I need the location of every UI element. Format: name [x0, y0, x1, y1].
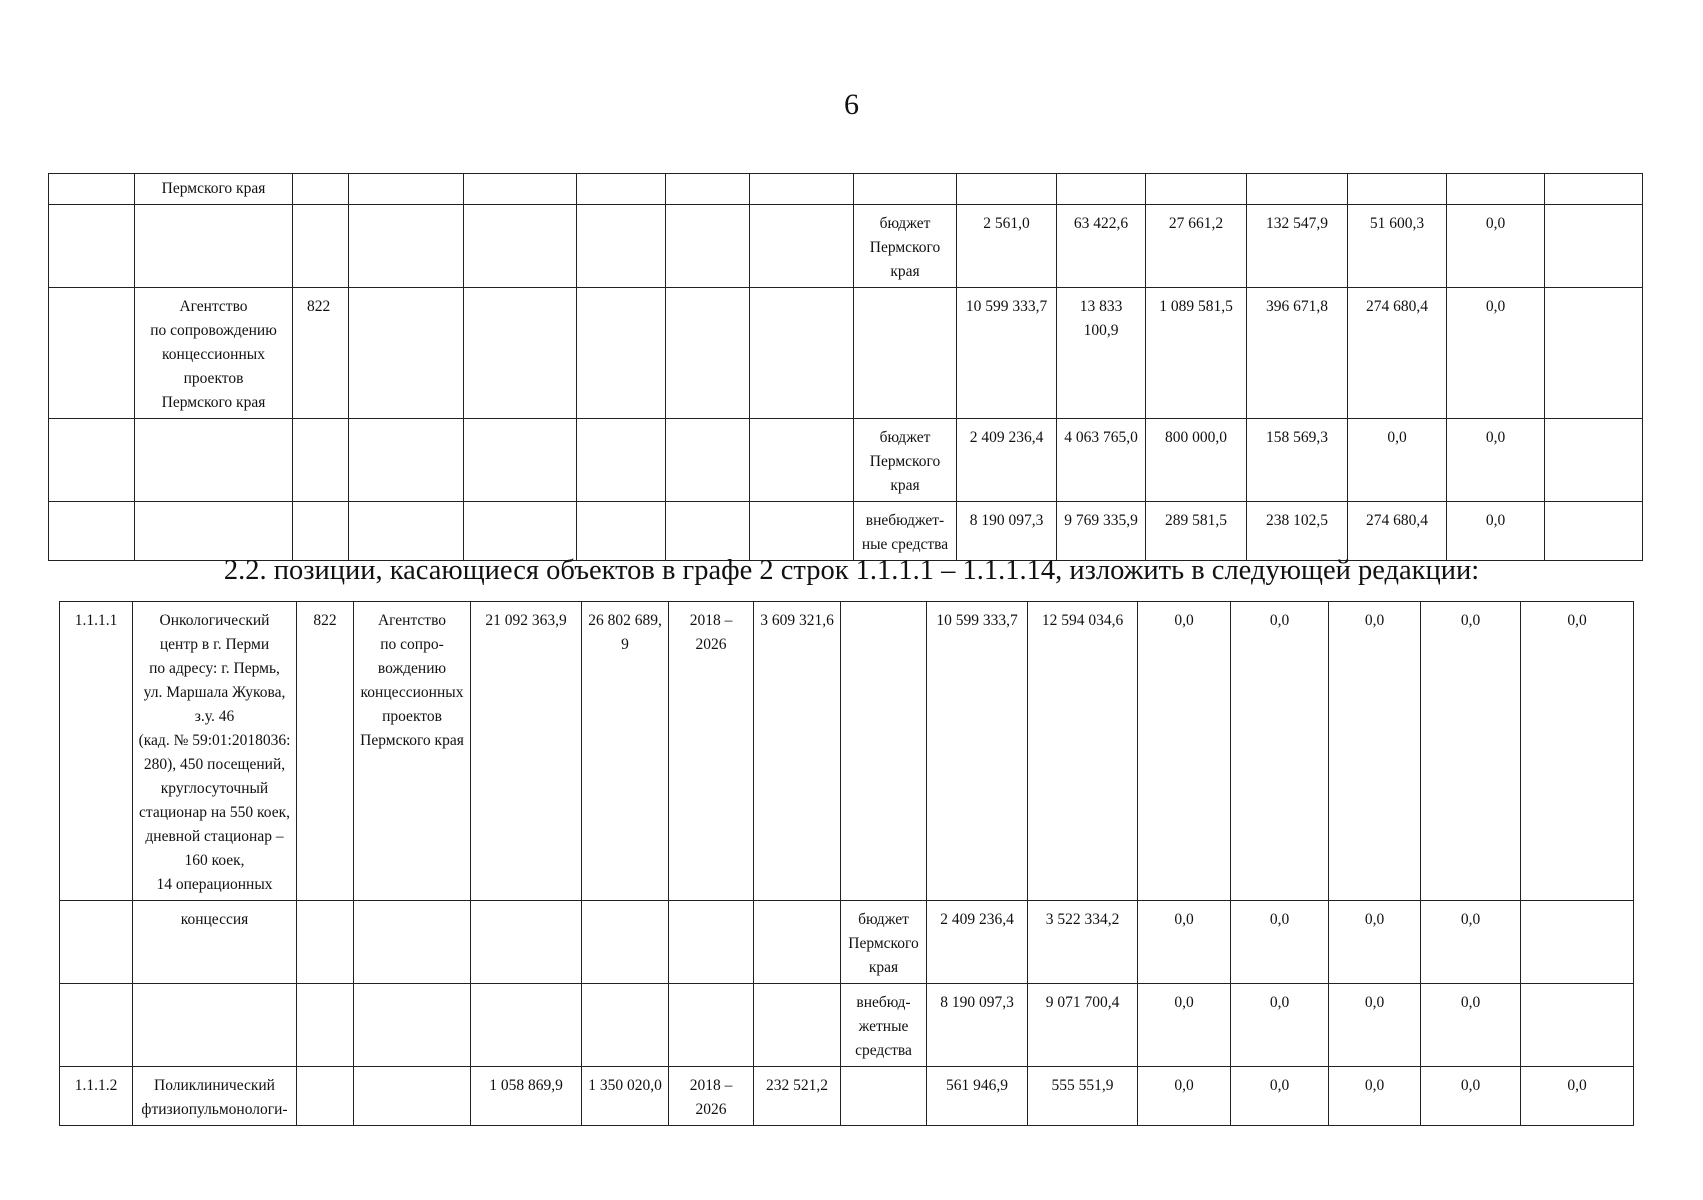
cell-value	[1146, 174, 1247, 205]
cell-code	[297, 901, 354, 984]
cell-name: Пермского края	[135, 174, 293, 205]
cell-value: 10 599 333,7	[957, 288, 1057, 419]
cell-agency: Агентство по сопро- вождению концессионных проектов Пермского края	[354, 602, 471, 901]
cell-value: 238 102,5	[1247, 502, 1348, 561]
cell-code	[293, 502, 349, 561]
cell-value: 51 600,3	[1348, 205, 1447, 288]
cell-cost: 1 058 869,9	[471, 1067, 582, 1126]
cell-value: 274 680,4	[1348, 288, 1447, 419]
cell-code	[293, 419, 349, 502]
cell-name	[133, 984, 297, 1067]
cell-name	[135, 205, 293, 288]
cell-value: 8 190 097,3	[957, 502, 1057, 561]
cell-value: 2 409 236,4	[927, 901, 1028, 984]
cell-value: 27 661,2	[1146, 205, 1247, 288]
cell-num	[49, 174, 135, 205]
cell-value: 0,0	[1231, 901, 1329, 984]
cell-cost: 3 609 321,6	[754, 602, 841, 901]
cell-value: 0,0	[1329, 602, 1421, 901]
cell-value: 0,0	[1421, 602, 1521, 901]
table-row	[60, 901, 1634, 984]
cell-value: 63 422,6	[1057, 205, 1146, 288]
cell-value: 0,0	[1421, 984, 1521, 1067]
cell-agency	[354, 1067, 471, 1126]
cell-value: 158 569,3	[1247, 419, 1348, 502]
cell-value: 0,0	[1231, 984, 1329, 1067]
cell-value: 0,0	[1521, 602, 1634, 901]
cell-value	[1447, 174, 1545, 205]
cell-source	[854, 174, 957, 205]
cell-source	[841, 1067, 927, 1126]
table-row	[49, 288, 1643, 419]
table-row	[49, 205, 1643, 288]
cell-cost	[471, 901, 582, 984]
cell-name: Поликлинический фтизиопульмонологи-	[133, 1067, 297, 1126]
cell-value: 0,0	[1447, 419, 1545, 502]
cell-value	[957, 174, 1057, 205]
cell-value: 0,0	[1138, 984, 1231, 1067]
cell-cost	[582, 984, 669, 1067]
cell-num	[60, 984, 133, 1067]
cell-num: 1.1.1.2	[60, 1067, 133, 1126]
cell-cost	[754, 984, 841, 1067]
cell-value: 396 671,8	[1247, 288, 1348, 419]
cell-value: 0,0	[1521, 1067, 1634, 1126]
cell-value	[1057, 174, 1146, 205]
cell-value: 0,0	[1138, 602, 1231, 901]
cell-code	[297, 1067, 354, 1126]
cell-value: 132 547,9	[1247, 205, 1348, 288]
cell-code: 822	[293, 288, 349, 419]
cell-cost: 232 521,2	[754, 1067, 841, 1126]
cell-value: 289 581,5	[1146, 502, 1247, 561]
cell-value: 0,0	[1231, 1067, 1329, 1126]
cell-cost: 26 802 689, 9	[582, 602, 669, 901]
cell-period	[669, 984, 754, 1067]
cell-name	[135, 502, 293, 561]
cell-value: 0,0	[1138, 901, 1231, 984]
cell-cost	[582, 901, 669, 984]
table-row	[60, 984, 1634, 1067]
cell-value: 3 522 334,2	[1028, 901, 1138, 984]
cell-value: 1 089 581,5	[1146, 288, 1247, 419]
cell-source: бюджет Пермского края	[854, 205, 957, 288]
cell-name	[135, 419, 293, 502]
cell-num	[60, 901, 133, 984]
cell-agency	[354, 984, 471, 1067]
cell-value: 0,0	[1421, 1067, 1521, 1126]
cell-code: 822	[297, 602, 354, 901]
table-row	[49, 174, 1643, 205]
cell-value: 0,0	[1421, 901, 1521, 984]
cell-name: концессия	[133, 901, 297, 984]
cell-code	[293, 174, 349, 205]
cell-value: 274 680,4	[1348, 502, 1447, 561]
section-heading: 2.2. позиции, касающиеся объектов в графе 2 строк 1.1.1.1 – 1.1.1.14, изложить в следующей редакции:	[223, 555, 1480, 586]
cell-value: 2 409 236,4	[957, 419, 1057, 502]
cell-code	[293, 205, 349, 288]
table-row	[49, 502, 1643, 561]
cell-cost: 21 092 363,9	[471, 602, 582, 901]
cell-value	[1247, 174, 1348, 205]
cell-name: Онкологический центр в г. Перми по адресу: г. Пермь, ул. Маршала Жукова, з.у. 46 (кад. № 59:01:2018036: 280), 450 посещений, круглосуточный стационар на 550 коек, дневной стационар – 160 коек, 14 операционных	[133, 602, 297, 901]
cell-value: 561 946,9	[927, 1067, 1028, 1126]
cell-value: 0,0	[1447, 205, 1545, 288]
cell-period: 2018 – 2026	[669, 602, 754, 901]
cell-value: 9 769 335,9	[1057, 502, 1146, 561]
table-row	[60, 1067, 1634, 1126]
cell-source	[841, 602, 927, 901]
cell-cost	[754, 901, 841, 984]
cell-name: Агентство по сопровождению концессионных проектов Пермского края	[135, 288, 293, 419]
cell-source: внебюд- жетные средства	[841, 984, 927, 1067]
cell-value	[1521, 901, 1634, 984]
cell-value	[1521, 984, 1634, 1067]
cell-value: 9 071 700,4	[1028, 984, 1138, 1067]
cell-value	[1348, 174, 1447, 205]
cell-value: 0,0	[1329, 984, 1421, 1067]
cell-source: внебюджет- ные средства	[854, 502, 957, 561]
cell-source: бюджет Пермского края	[854, 419, 957, 502]
table-row	[60, 602, 1634, 901]
table-row	[49, 419, 1643, 502]
cell-value: 0,0	[1447, 502, 1545, 561]
cell-source: бюджет Пермского края	[841, 901, 927, 984]
cell-value: 2 561,0	[957, 205, 1057, 288]
cell-cost: 1 350 020,0	[582, 1067, 669, 1126]
cell-value: 0,0	[1231, 602, 1329, 901]
cell-agency	[354, 901, 471, 984]
cell-period	[669, 901, 754, 984]
cell-value: 0,0	[1329, 1067, 1421, 1126]
top-table	[48, 173, 1643, 561]
cell-value: 0,0	[1447, 288, 1545, 419]
cell-code	[297, 984, 354, 1067]
cell-value: 0,0	[1348, 419, 1447, 502]
cell-value: 12 594 034,6	[1028, 602, 1138, 901]
page-number: 6	[844, 88, 859, 121]
cell-value: 13 833 100,9	[1057, 288, 1146, 419]
cell-source	[854, 288, 957, 419]
cell-value: 0,0	[1138, 1067, 1231, 1126]
cell-value: 0,0	[1329, 901, 1421, 984]
cell-period: 2018 – 2026	[669, 1067, 754, 1126]
cell-cost	[471, 984, 582, 1067]
bottom-table	[59, 601, 1634, 1126]
cell-value: 10 599 333,7	[927, 602, 1028, 901]
cell-value: 800 000,0	[1146, 419, 1247, 502]
cell-num: 1.1.1.1	[60, 602, 133, 901]
cell-value: 4 063 765,0	[1057, 419, 1146, 502]
cell-value: 555 551,9	[1028, 1067, 1138, 1126]
cell-value: 8 190 097,3	[927, 984, 1028, 1067]
